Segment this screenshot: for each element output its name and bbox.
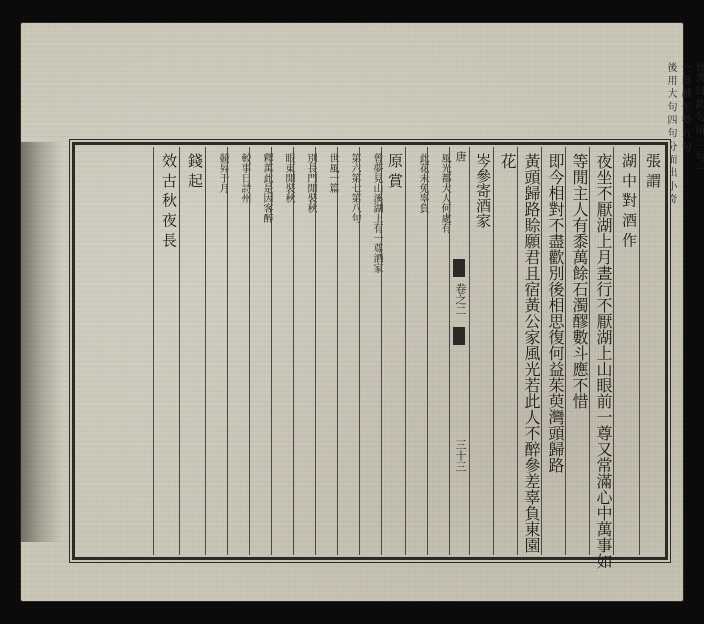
text-column: 即今相對不盡歡別後相思復何益茱萸灣頭歸路	[541, 147, 565, 555]
fish-tail-mark	[453, 327, 465, 345]
text-column: 別長門閒裝秋	[293, 147, 315, 555]
text-column: 競昇于月	[205, 147, 227, 555]
text-column: 曾夢見山溪湖上有一尊酒家	[359, 147, 381, 555]
text-column: 較事日詩州	[227, 147, 249, 555]
text-block-frame	[72, 142, 668, 569]
text-column: 張 謂	[639, 147, 663, 555]
text-column: 效 古 秋 夜 長	[153, 147, 179, 555]
text-column: 第六第七第八句	[337, 147, 359, 555]
text-column: 釋萬此是因客醉	[249, 147, 271, 555]
text-column: 花	[493, 147, 517, 555]
top-note-line: 後 用 大 句 四 句 分 而 出 小 奇	[665, 62, 676, 204]
text-column: 等閒主人有黍萬餘石濁醪數斗應不惜	[565, 147, 589, 555]
text-column: 岑參寄酒家	[469, 147, 493, 555]
text-column: 夜坐不厭湖上月晝行不厭湖上山眼前一尊又常滿心中萬事如	[589, 147, 613, 555]
text-column: 世風一篇	[315, 147, 337, 555]
text-column: 眼東閒裝秋	[271, 147, 293, 555]
text-column: 錢 起	[179, 147, 205, 555]
text-column: 湖 中 對 酒 作	[613, 147, 639, 555]
text-column: 風光都大人何處有	[427, 147, 449, 555]
paper-stain	[20, 142, 62, 542]
volume-label: 卷之二	[454, 283, 467, 316]
top-note-line: 晉書 日 此 句 用 二 句 一	[693, 62, 704, 175]
paper-sheet	[20, 22, 704, 602]
top-note-line: 一 部 越 乍 勢 五 句	[679, 62, 690, 152]
text-column: 原 賞	[381, 147, 405, 555]
fish-tail-mark	[453, 259, 465, 277]
text-column: 黃頭歸路賒願君且宿黃公家風光若此人不醉參差辜負東園	[517, 147, 541, 555]
text-columns	[77, 147, 663, 569]
text-column: 此花未免辜負	[405, 147, 427, 555]
center-title: 唐	[454, 151, 467, 162]
page-number: 三十三	[454, 439, 467, 472]
center-fold-column	[449, 147, 469, 555]
